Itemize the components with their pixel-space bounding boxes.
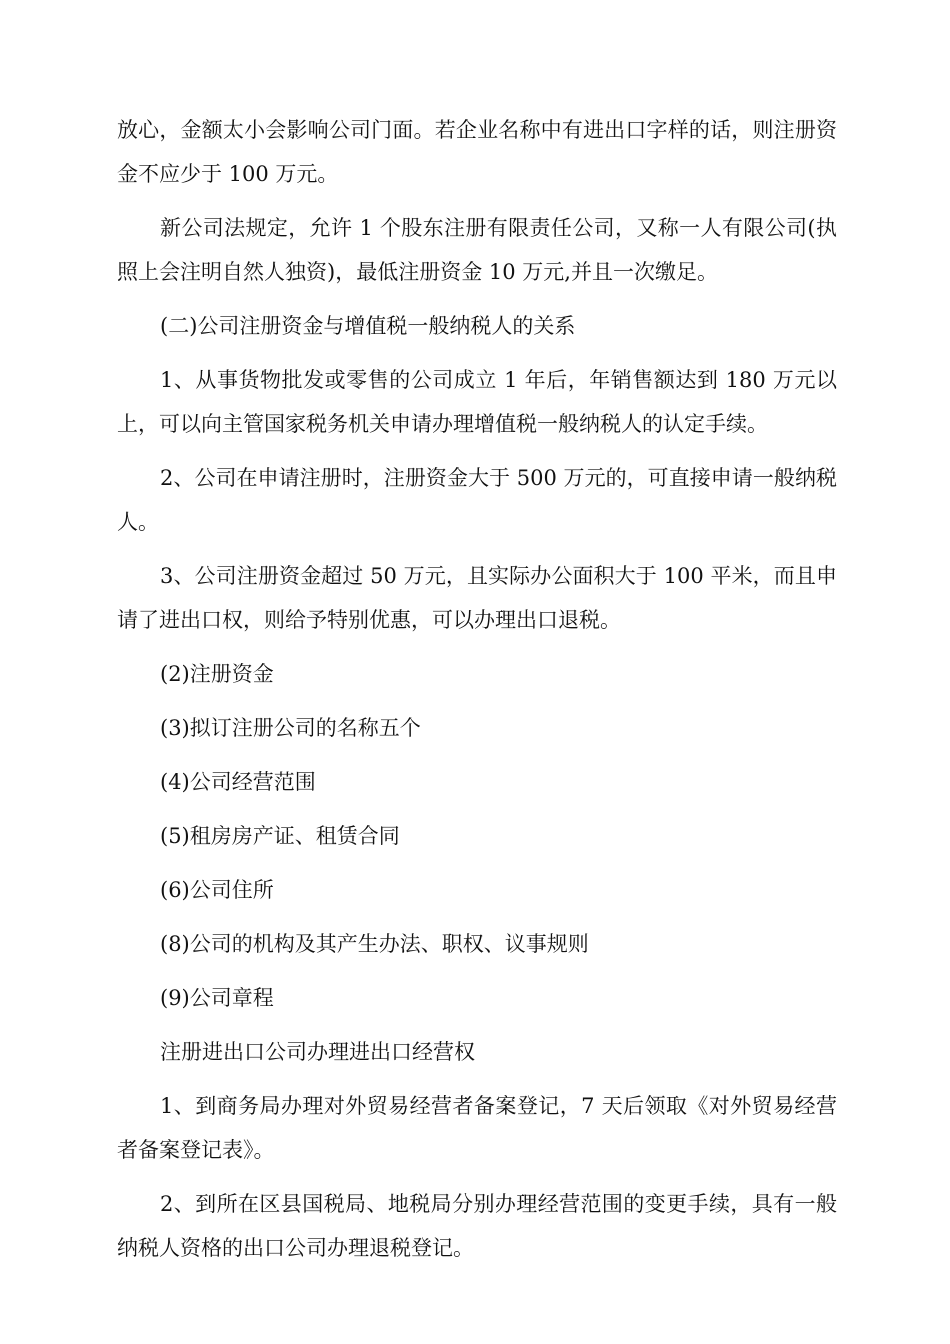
list-item-business-scope: (4)公司经营范围 — [160, 770, 316, 794]
paragraph-import-export-step-2: 2、到所在区县国税局、地税局分别办理经营范围的变更手续，具有一般纳税人资格的出口公司办理退税登记。 — [117, 1192, 837, 1260]
section-heading-import-export: 注册进出口公司办理进出口经营权 — [160, 1040, 475, 1064]
paragraph-item-3: 3、公司注册资金超过 50 万元，且实际办公面积大于 100 平米，而且申请了进出口权，则给予特别优惠，可以办理出口退税。 — [117, 564, 837, 632]
paragraph-import-export-step-1: 1、到商务局办理对外贸易经营者备案登记，7 天后领取《对外贸易经营者备案登记表》。 — [117, 1094, 837, 1162]
list-item-company-names: (3)拟订注册公司的名称五个 — [160, 716, 421, 740]
paragraph-item-2: 2、公司在申请注册时，注册资金大于 500 万元的，可直接申请一般纳税人。 — [117, 466, 837, 534]
paragraph-continuation: 放心，金额太小会影响公司门面。若企业名称中有进出口字样的话，则注册资金不应少于 100 万元。 — [117, 118, 837, 186]
list-item-articles: (9)公司章程 — [160, 986, 274, 1010]
paragraph-new-company-law: 新公司法规定，允许 1 个股东注册有限责任公司，又称一人有限公司(执照上会注明自然人独资)，最低注册资金 10 万元,并且一次缴足。 — [117, 216, 837, 284]
list-item-lease-documents: (5)租房房产证、租赁合同 — [160, 824, 400, 848]
section-heading-capital-vat: (二)公司注册资金与增值税一般纳税人的关系 — [160, 314, 576, 338]
list-item-company-organization: (8)公司的机构及其产生办法、职权、议事规则 — [160, 932, 589, 956]
paragraph-item-1: 1、从事货物批发或零售的公司成立 1 年后，年销售额达到 180 万元以上，可以向主管国家税务机关申请办理增值税一般纳税人的认定手续。 — [117, 368, 837, 436]
document-body — [117, 108, 837, 1280]
list-item-registered-capital: (2)注册资金 — [160, 662, 274, 686]
list-item-company-address: (6)公司住所 — [160, 878, 274, 902]
